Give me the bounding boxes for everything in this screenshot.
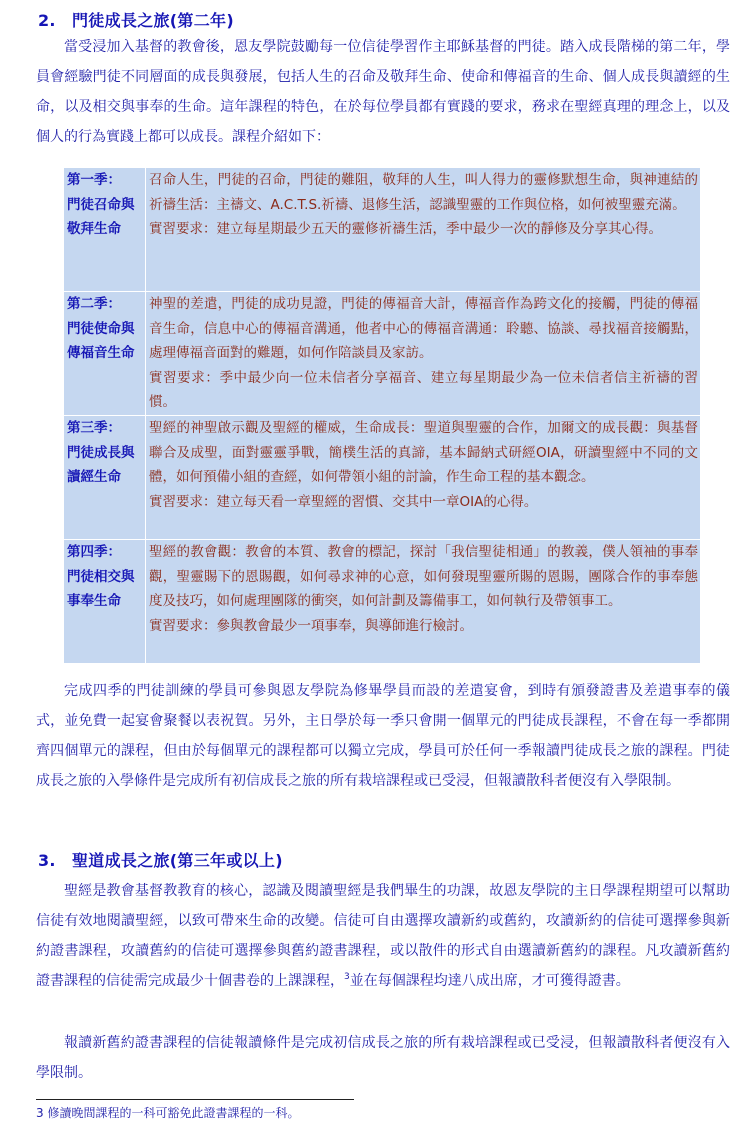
season-label-line: 第一季：	[67, 172, 121, 188]
section-3-paragraph-2: 報讀新舊約證書課程的信徒報讀條件是完成初信成長之旅的所有栽培課程或已受浸，但報讀散科者便沒有入學限制。	[36, 1035, 730, 1081]
season-label-line: 門徒成長與	[67, 444, 135, 461]
season-label	[64, 292, 146, 416]
season-label	[64, 168, 146, 292]
season-requirement: 實習要求：建立每星期最少五天的靈修祈禱生活，季中最少一次的靜修及分享其心得。	[149, 221, 662, 237]
section-2-number: 2.	[38, 11, 56, 30]
section-3-paragraph-1-tail: 並在每個課程均達八成出席，才可獲得證書。	[349, 973, 630, 989]
season-label-line: 事奉生命	[67, 593, 121, 609]
season-label	[64, 540, 146, 664]
season-label-line: 門徒相交與	[67, 568, 135, 585]
season-content: 聖經的神聖啟示觀及聖經的權威，生命成長：聖道與聖靈的合作，加爾文的成長觀：與基督聯合及成聖，面對靈靈爭戰，簡樸生活的真諦，基本歸納式研經OIA，研讀聖經中不同的文體，如何預備小組的查經，如何帶領小組的討論，作生命工程的基本觀念。	[149, 420, 698, 485]
season-content: 神聖的差遣，門徒的成功見證，門徒的傳福音大計，傳福音作為跨文化的接觸，門徒的傳福音生命，信息中心的傳福音溝通，他者中心的傳福音溝通：聆聽、協談、尋找福音接觸點，處理傳福音面對的難題，如何作陪談員及家訪。	[149, 296, 698, 361]
season-label-line: 門徒使命與	[67, 320, 135, 337]
course-table	[63, 167, 701, 664]
section-2-heading	[38, 8, 234, 31]
footnote-number: 3	[36, 1106, 44, 1120]
season-label-line: 敬拜生命	[67, 221, 121, 237]
section-3-title: 聖道成長之旅(第三年或以上)	[72, 851, 283, 870]
season-requirement: 實習要求：參與教會最少一項事奉，與導師進行檢討。	[149, 617, 473, 634]
season-label-line: 第二季：	[67, 296, 121, 312]
season-description	[146, 168, 701, 292]
section-3-paragraph-1	[36, 876, 730, 996]
season-label-line: 第四季：	[67, 544, 121, 560]
season-label-line: 第三季：	[67, 420, 121, 436]
season-content: 聖經的教會觀：教會的本質、教會的標記，探討「我信聖徒相通」的教義，僕人領袖的事奉觀，聖靈賜下的恩賜觀，如何尋求神的心意，如何發現聖靈所賜的恩賜，團隊合作的事奉態度及技巧，如何處理團隊的衝突，如何計劃及籌備事工，如何執行及帶領事工。	[149, 544, 698, 609]
section-2-title: 門徒成長之旅(第二年)	[72, 11, 234, 30]
table-row	[64, 292, 701, 416]
section-3-paragraph-1-text: 聖經是教會基督教教育的核心，認識及閱讀聖經是我們畢生的功課，故恩友學院的主日學課程期望可以幫助信徒有效地閱讀聖經，以致可帶來生命的改變。信徒可自由選擇攻讀新約或舊約，攻讀新約的信徒可選擇參與新約證書課程，攻讀舊約的信徒可選擇參與舊約證書課程，或以散件的形式自由選讀新舊約的課程。凡攻讀新舊約證書課程的信徒需完成最少十個書卷的上課課程，	[36, 883, 730, 989]
table-row	[64, 540, 701, 664]
season-label-line: 門徒召命與	[67, 196, 135, 213]
season-description	[146, 292, 701, 416]
season-description	[146, 540, 701, 664]
season-label	[64, 416, 146, 540]
section-2-closing: 完成四季的門徒訓練的學員可參與恩友學院為修畢學員而設的差遣宴會，到時有頒發證書及差遣事奉的儀式，並免費一起宴會聚餐以表祝賀。另外，主日學於每一季只會開一個單元的門徒成長課程，不會在每一季都開齊四個單元的課程，但由於每個單元的課程都可以獨立完成，學員可於任何一季報讀門徒成長之旅的課程。門徒成長之旅的入學條件是完成所有初信成長之旅的所有栽培課程或已受浸，但報讀散科者便沒有入學限制。	[36, 683, 730, 789]
section-3-number: 3.	[38, 851, 56, 870]
season-description	[146, 416, 701, 540]
footnote-text: 修讀晚間課程的一科可豁免此證書課程的一科。	[47, 1106, 300, 1120]
table-row	[64, 168, 701, 292]
section-3-heading	[38, 848, 283, 871]
season-label-line: 讀經生命	[67, 469, 121, 485]
season-label-line: 傳福音生命	[67, 345, 135, 361]
season-content: 召命人生，門徒的召命，門徒的難阻，敬拜的人生，叫人得力的靈修默想生命，與神連結的祈禱生活：主禱文、A.C.T.S.祈禱、退修生活，認識聖靈的工作與位格，如何被聖靈充滿。	[149, 172, 698, 213]
season-requirement: 實習要求：建立每天看一章聖經的習慣、交其中一章OIA的心得。	[149, 493, 538, 510]
footnote-reference: 3	[344, 972, 350, 982]
footnote-divider	[36, 1099, 354, 1100]
footnote	[36, 1104, 299, 1121]
table-row	[64, 416, 701, 540]
section-2-intro: 當受浸加入基督的教會後，恩友學院鼓勵每一位信徒學習作主耶穌基督的門徒。踏入成長階梯的第二年，學員會經驗門徒不同層面的成長與發展，包括人生的召命及敬拜生命、使命和傳福音的生命、個人成長與讀經的生命，以及相交與事奉的生命。這年課程的特色，在於每位學員都有實踐的要求，務求在聖經真理的理念上，以及個人的行為實踐上都可以成長。課程介紹如下：	[36, 39, 730, 145]
season-requirement: 實習要求：季中最少向一位未信者分享福音、建立每星期最少為一位未信者信主祈禱的習慣。	[149, 369, 698, 410]
